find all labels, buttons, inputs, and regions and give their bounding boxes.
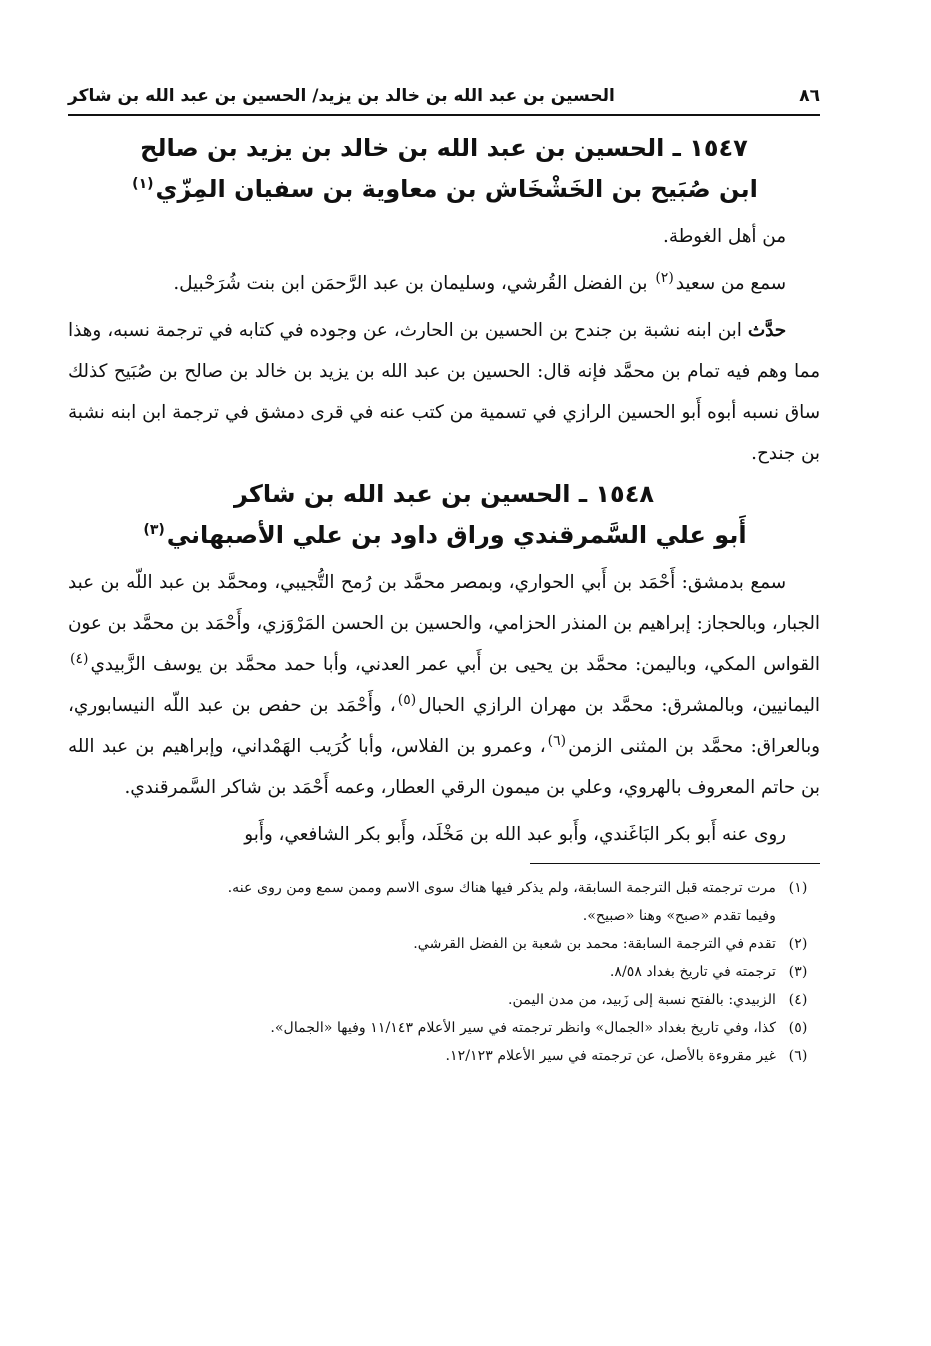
entry-1547-origin: من أهل الغوطة.	[663, 226, 786, 247]
entry-1547-heading-line2: ابن صُبَيح بن الخَشْخَاش بن معاوية بن سفيان المِزّي	[155, 175, 758, 203]
entry-1547-heard-from	[68, 263, 820, 304]
page-number: ٨٦	[799, 86, 820, 106]
entry-1547-heading	[68, 128, 820, 210]
footnote-number: (٢)	[788, 936, 808, 952]
entry-1548-heard-part2: اليمانيين، وبالمشرق: محمَّد بن مهران الرازي الحبال	[418, 695, 820, 716]
entry-1547-narration-text: ابن ابنه نشبة بن جندح بن الحسين بن الحارث، عن وجوده في كتابه في ترجمة نسبه، وهذا مما وهم فيه تمام بن محمَّد فإنه قال: الحسين بن عبد الله بن يزيد بن خالد بن صالح بن صُبَيح كذلك ساق نسبه أبوه أَبو الحسين الرازي في تسمية من كتب عنه في قرى دمشق في ترجمة ابن ابنه نشبة بن جندح.	[68, 320, 820, 464]
footnote-separator	[530, 863, 820, 864]
footnote-text: تقدم في الترجمة السابقة: محمد بن شعبة بن الفضل القرشي.	[413, 936, 776, 952]
footnote-number: (٤)	[788, 992, 808, 1008]
footnote-text: كذا، وفي تاريخ بغداد «الجمال» وانظر ترجمته في سير الأعلام ١١/١٤٣ وفيها «الجمال».	[270, 1020, 776, 1036]
footnote-marker-5: (٥)	[397, 691, 417, 708]
footnote-text: غير مقروءة بالأصل، عن ترجمته في سير الأعلام ١٢/١٢٣.	[445, 1048, 776, 1064]
entry-1547-narration-lead: حدَّث	[747, 320, 786, 341]
footnote-text-continuation: وفيما تقدم «صبح» وهنا «صبيح».	[582, 908, 776, 924]
footnote-text: ترجمته في تاريخ بغداد ٨/٥٨.	[609, 964, 776, 980]
footnote-6	[68, 1042, 820, 1070]
footnote-marker-1: (١)	[132, 176, 154, 192]
footnote-marker-2: (٢)	[655, 269, 674, 286]
footnote-marker-3: (٣)	[143, 522, 165, 538]
footnote-marker-4: (٤)	[70, 650, 89, 667]
entry-1548-heard-part4: ، وعمرو بن الفلاس، وأبا كُرَيب الهَمْداني، وإبراهيم بن عبد الله بن حاتم المعروف بالهروي، وعلي بن ميمون الرقي العطار، وعمه أَحْمَد بن شاكر السَّمرقندي.	[68, 736, 820, 798]
entry-1548-heading-line1: ١٥٤٨ ـ الحسين بن عبد الله بن شاكر	[234, 480, 654, 508]
footnote-marker-6: (٦)	[547, 732, 567, 749]
footnote-2	[68, 930, 820, 958]
footnote-number: (٣)	[788, 964, 808, 980]
entry-1548-heading-line2: أَبو علي السَّمرقندي وراق داود بن علي الأصبهاني	[166, 521, 747, 549]
footnote-3	[68, 958, 820, 986]
entry-1548-narration: روى عنه أَبو بكر البَاغَندي، وأَبو عبد الله بن مَخْلَد، وأَبو بكر الشافعي، وأَبو	[244, 824, 786, 845]
footnote-5	[68, 1014, 820, 1042]
entry-1547-heard-part1: سمع من سعيد	[675, 273, 786, 294]
book-page	[68, 78, 820, 1070]
running-header-title: الحسين بن عبد الله بن خالد بن يزيد/ الحسين بن عبد الله بن شاكر	[68, 86, 615, 106]
footnote-text: الزبيدي: بالفتح نسبة إلى زَبيد، من مدن اليمن.	[507, 992, 776, 1008]
footnote-number: (٥)	[788, 1020, 808, 1036]
entry-1548-heard-part3: ، وأَحْمَد بن حفص بن عبد اللّه النيسابوري، وبالعراق: محمَّد بن المثنى الزمن	[68, 695, 821, 757]
footnote-text: مرت ترجمته قبل الترجمة السابقة، ولم يذكر فيها هناك سوى الاسم وممن سمع ومن روى عنه.	[227, 880, 776, 896]
footnote-number: (١)	[788, 880, 808, 896]
entry-1548-heading	[68, 474, 820, 556]
footnote-number: (٦)	[788, 1048, 808, 1064]
entry-1547-heard-part2: بن الفضل القُرشي، وسليمان بن عبد الرَّحمَن ابن بنت شُرَحْبيل.	[173, 273, 654, 294]
footnotes	[68, 874, 820, 1070]
running-header	[68, 78, 820, 116]
entry-1547-narration	[68, 310, 820, 474]
entry-1548-heard-from	[68, 562, 820, 808]
footnote-4	[68, 986, 820, 1014]
entry-1547-heading-line1: ١٥٤٧ ـ الحسين بن عبد الله بن خالد بن يزيد بن صالح	[140, 134, 748, 162]
entry-1548-heard-part1: سمع بدمشق: أَحْمَد بن أَبي الحواري، وبمصر محمَّد بن رُمح التُّجيبي، ومحمَّد بن عبد اللّه بن عبد الجبار، وبالحجاز: إبراهيم بن المنذر الحزامي، والحسين بن الحسن المَرْوَزي، وأَحْمَد بن محمَّد بن عون القواس المكي، وباليمن: محمَّد بن يحيى بن أَبي عمر العدني، وأبا حمد محمَّد بن يوسف الزَّبيدي	[68, 572, 820, 675]
footnote-1	[68, 874, 820, 930]
